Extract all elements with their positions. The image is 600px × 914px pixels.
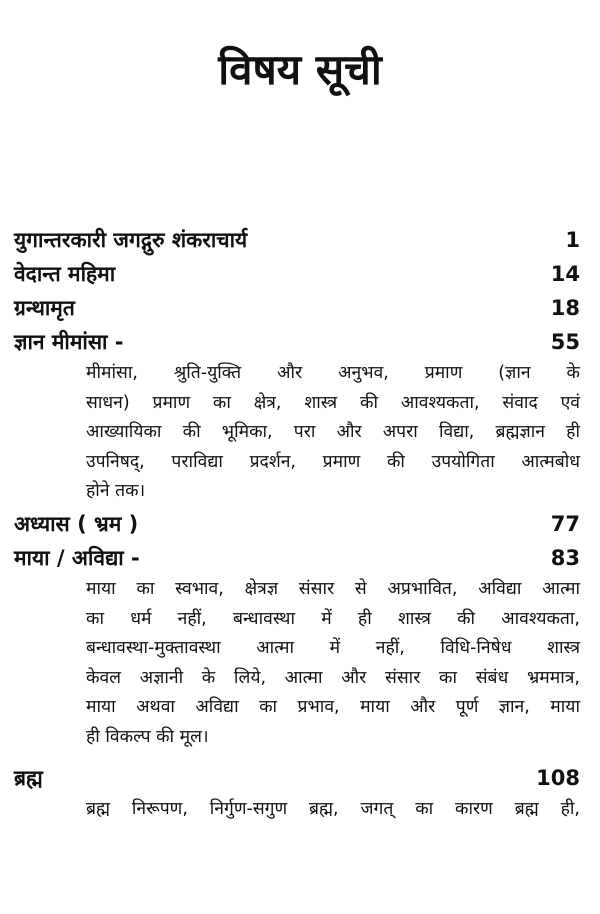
toc-entry-page-number: 18 [550, 296, 580, 320]
toc-entry[interactable] [14, 507, 580, 541]
toc-entry-description [86, 795, 580, 825]
toc-entry-page-number: 14 [550, 262, 580, 286]
description-line: का धर्म नहीं, बन्धावस्था में ही शास्त्र की आवश्यकता, [86, 608, 580, 629]
description-line: ही विकल्प की मूल। [86, 726, 209, 747]
toc-entry-page-number: 83 [550, 545, 580, 570]
description-line: मीमांसा, श्रुति-युक्ति और अनुभव, प्रमाण (ज्ञान के [86, 363, 580, 383]
toc-entry-description [86, 359, 580, 507]
description-line: ब्रह्म निरूपण, निर्गुण-सगुण ब्रह्म, जगत् का कारण ब्रह्म ही, [86, 798, 580, 819]
description-line: साधन) प्रमाण का क्षेत्र, शास्त्र की आवश्यकता, संवाद एवं [86, 392, 580, 413]
table-of-contents [0, 223, 600, 824]
toc-entry[interactable] [14, 541, 580, 575]
toc-entry-title: वेदान्त महिमा [14, 262, 116, 286]
toc-entry-page-number: 1 [565, 228, 580, 252]
description-line: होने तक। [86, 481, 146, 502]
toc-entry-description [86, 575, 580, 753]
toc-entry-title: युगान्तरकारी जगद्गुरु शंकराचार्य [14, 228, 248, 252]
toc-entry-page-number: 77 [550, 511, 580, 536]
toc-entry-title: माया / अविद्या - [14, 545, 140, 570]
page-title: विषय सूची [218, 45, 382, 94]
description-line: उपनिषद्, पराविद्या प्रदर्शन, प्रमाण की उपयोगिता आत्मबोध [86, 451, 580, 472]
toc-entry[interactable] [14, 257, 580, 291]
toc-entry[interactable] [14, 325, 580, 359]
description-line: माया अथवा अविद्या का प्रभाव, माया और पूर्ण ज्ञान, माया [86, 697, 580, 718]
toc-entry-title: ज्ञान मीमांसा - [14, 330, 124, 354]
toc-entry-page-number: 55 [550, 330, 580, 354]
toc-entry-title: अध्यास ( भ्रम ) [14, 511, 139, 536]
description-line: माया का स्वभाव, क्षेत्रज्ञ संसार से अप्रभावित, अविद्या आत्मा [86, 578, 580, 599]
description-line: केवल अज्ञानी के लिये, आत्मा और संसार का संबंध भ्रममात्र, [86, 667, 580, 688]
toc-entry[interactable] [14, 291, 580, 325]
toc-entry-title: ब्रह्म [14, 765, 43, 790]
toc-entry-title: ग्रन्थामृत [14, 296, 75, 320]
spacer [0, 753, 600, 761]
toc-entry[interactable] [14, 223, 580, 257]
toc-entry-page-number: 108 [536, 765, 580, 790]
toc-entry[interactable] [14, 761, 580, 795]
description-line: आख्यायिका की भूमिका, परा और अपरा विद्या, ब्रह्मज्ञान ही [86, 422, 580, 443]
description-line: बन्धावस्था-मुक्तावस्था आत्मा में नहीं, विधि-निषेध शास्त्र [86, 638, 580, 659]
